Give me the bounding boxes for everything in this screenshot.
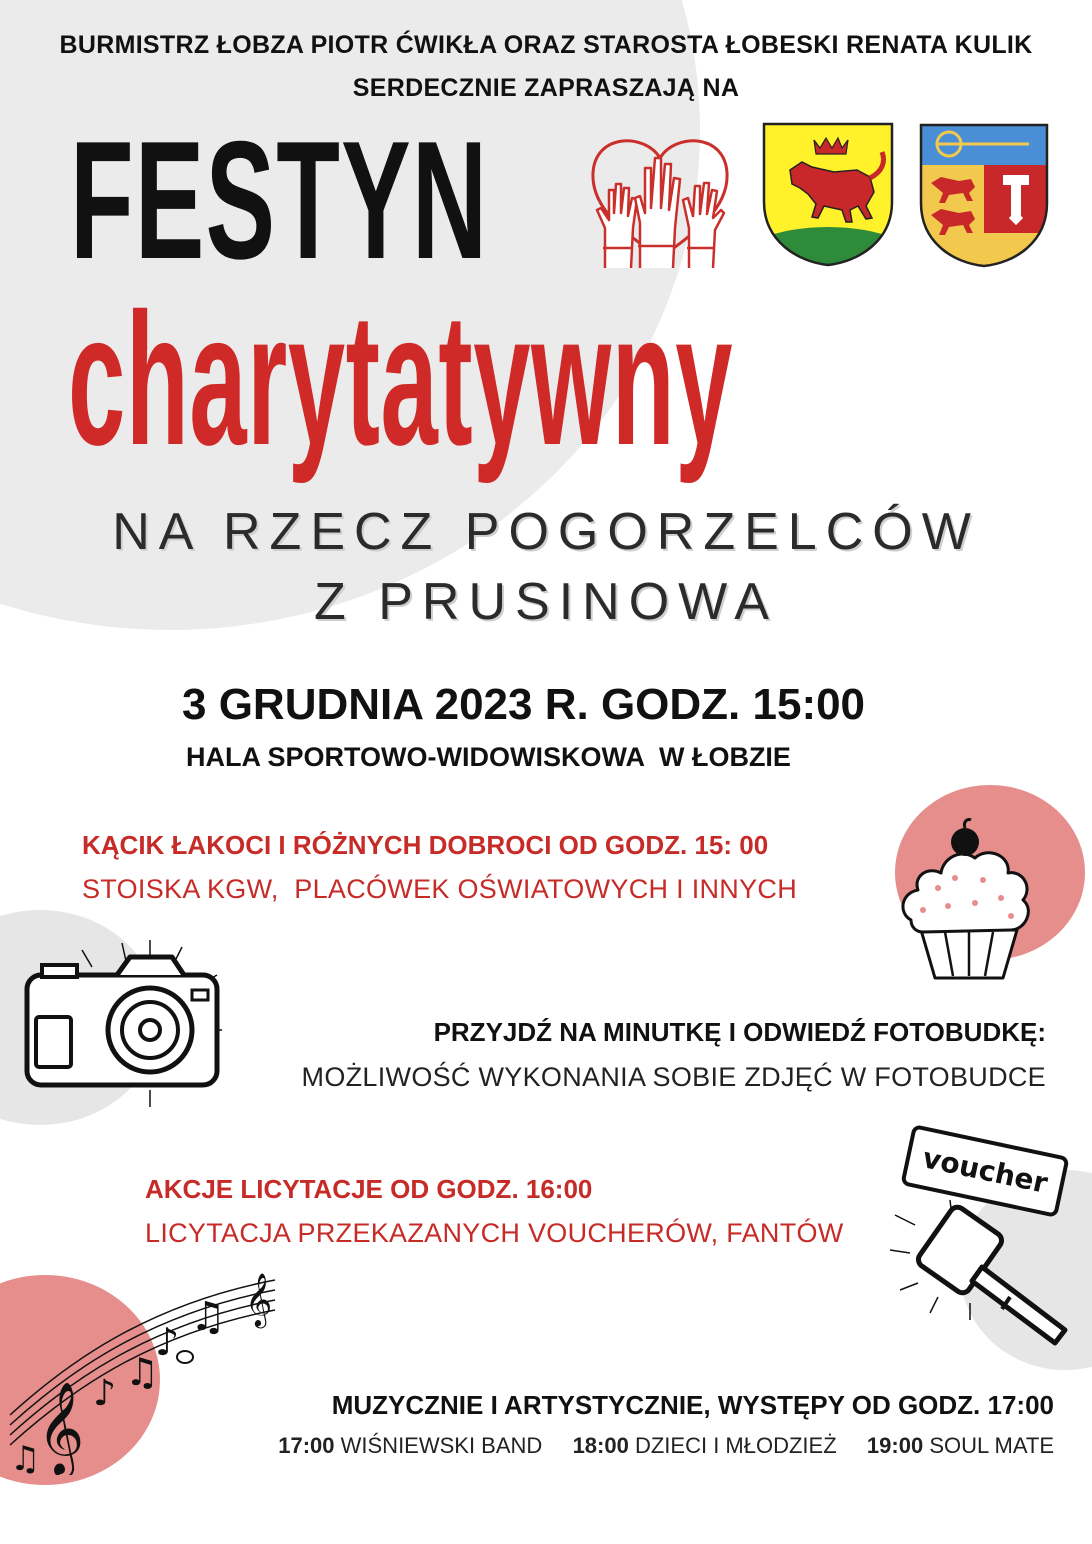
music-title: MUZYCZNIE I ARTYSTYCZNIE, WYSTĘPY OD GODZ. 17:00 xyxy=(331,1390,1054,1420)
county-coat-of-arms xyxy=(919,123,1049,268)
gavel-icon xyxy=(890,1195,1080,1355)
schedule-name-1: WIŚNIEWSKI BAND xyxy=(340,1433,543,1458)
schedule-time-1: 17:00 xyxy=(278,1433,335,1458)
hands-heart-icon xyxy=(585,128,735,268)
schedule-name-2: DZIECI I MŁODZIEŻ xyxy=(634,1433,837,1458)
event-date-time: 3 GRUDNIA 2023 R. GODZ. 15:00 xyxy=(182,680,866,729)
photobooth-text: MOŻLIWOŚĆ WYKONANIA SOBIE ZDJĘĆ W FOTOBUDCE xyxy=(301,1062,1046,1092)
auction-title: AKCJE LICYTACJE OD GODZ. 16:00 xyxy=(145,1174,593,1204)
camera-icon xyxy=(22,935,227,1110)
photobooth-title: PRZYJDŹ NA MINUTKĘ I ODWIEDŹ FOTOBUDKĘ: xyxy=(433,1017,1046,1047)
svg-text:𝄞: 𝄞 xyxy=(245,1272,273,1326)
invite-line: SERDECZNIE ZAPRASZAJĄ NA xyxy=(352,74,740,102)
subtitle-line-2: Z PRUSINOWA xyxy=(314,573,778,631)
title-festyn: FESTYN xyxy=(70,106,489,294)
music-schedule xyxy=(278,1433,1054,1459)
voucher-label: voucher xyxy=(919,1141,1051,1200)
svg-text:♫: ♫ xyxy=(190,1294,226,1340)
sweets-title: KĄCIK ŁAKOCI I RÓŻNYCH DOBROCI OD GODZ. 15: 00 xyxy=(82,830,769,860)
auction-text: LICYTACJA PRZEKAZANYCH VOUCHERÓW, FANTÓW xyxy=(145,1218,844,1248)
schedule-name-3: SOUL MATE xyxy=(929,1433,1054,1458)
svg-text:𝄞: 𝄞 xyxy=(37,1381,85,1474)
subtitle-line-1: NA RZECZ POGORZELCÓW xyxy=(112,503,980,561)
cupcake-icon xyxy=(893,818,1038,983)
svg-text:♪: ♪ xyxy=(93,1373,116,1414)
schedule-time-3: 19:00 xyxy=(866,1433,924,1458)
organizers-line: BURMISTRZ ŁOBZA PIOTR ĆWIKŁA ORAZ STAROSTA ŁOBESKI RENATA KULIK xyxy=(59,31,1033,59)
music-notes-icon xyxy=(5,1265,285,1475)
svg-text:♫: ♫ xyxy=(125,1350,160,1394)
wolf-coat-of-arms xyxy=(762,122,894,267)
event-venue: HALA SPORTOWO-WIDOWISKOWA W ŁOBZIE xyxy=(186,742,791,772)
title-charytatywny: charytatywny xyxy=(68,274,734,484)
schedule-time-2: 18:00 xyxy=(572,1433,629,1458)
sweets-text: STOISKA KGW, PLACÓWEK OŚWIATOWYCH I INNYCH xyxy=(82,874,798,904)
svg-text:♪: ♪ xyxy=(155,1320,180,1364)
svg-text:♫: ♫ xyxy=(10,1439,41,1475)
